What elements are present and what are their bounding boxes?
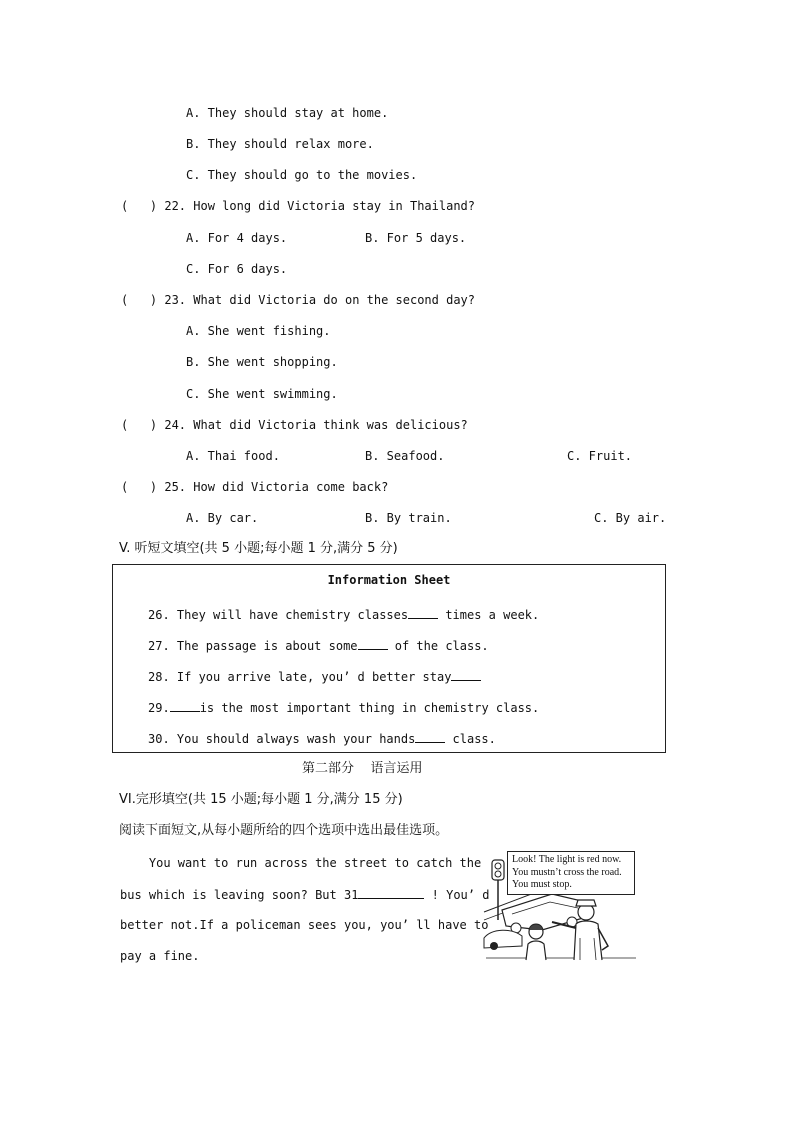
bubble-line-1: Look! The light is red now.	[512, 854, 622, 865]
q23-option-a: A. She went fishing.	[186, 324, 331, 338]
section6-instruction: 阅读下面短文,从每小题所给的四个选项中选出最佳选项。	[119, 823, 449, 838]
answer-blank[interactable]	[358, 637, 388, 650]
q23-stem: ( ) 23. What did Victoria do on the second day?	[121, 293, 476, 307]
bubble-line-2: You mustn’t cross the road.	[512, 866, 622, 878]
passage-line-1: You want to run across the street to catch the	[120, 856, 482, 870]
bubble-line-3: You must stop.	[512, 879, 572, 890]
passage-text: ! You’ d	[424, 888, 490, 902]
answer-blank[interactable]	[170, 699, 200, 712]
q25-option-c: C. By air.	[594, 511, 667, 525]
item-text: class.	[445, 732, 496, 746]
item-text: 30. You should always wash your hands	[148, 732, 416, 746]
item-text: of the class.	[387, 639, 489, 653]
q25-option-a: A. By car.	[186, 511, 259, 525]
q24-option-a: A. Thai food.	[186, 449, 280, 463]
q25-option-b: B. By train.	[365, 511, 452, 525]
section6-heading: VI.完形填空(共 15 小题;每小题 1 分,满分 15 分)	[119, 792, 403, 807]
item-text: 29.	[148, 701, 170, 715]
sheet-item-28	[148, 668, 481, 685]
sheet-item-26	[148, 606, 539, 623]
q25-stem: ( ) 25. How did Victoria come back?	[121, 480, 389, 494]
item-text: is the most important thing in chemistry class.	[199, 701, 540, 715]
q24-option-b: B. Seafood.	[365, 449, 445, 463]
q22-option-c: C. For 6 days.	[186, 262, 288, 276]
information-sheet	[112, 564, 666, 753]
speech-bubble	[507, 851, 635, 895]
q21-option-a: A. They should stay at home.	[186, 106, 389, 120]
q24-stem: ( ) 24. What did Victoria think was delicious?	[121, 418, 468, 432]
answer-blank[interactable]	[408, 606, 438, 619]
sheet-title: Information Sheet	[327, 573, 451, 587]
answer-blank-31[interactable]	[358, 886, 424, 899]
q23-option-b: B. She went shopping.	[186, 355, 338, 369]
passage-text: bus which is leaving soon? But 31	[120, 888, 359, 902]
sheet-item-29	[148, 699, 539, 716]
q22-option-b: B. For 5 days.	[365, 231, 467, 245]
q22-stem: ( ) 22. How long did Victoria stay in Thailand?	[121, 199, 476, 213]
sheet-item-30	[148, 730, 496, 747]
section5-heading: V. 听短文填空(共 5 小题;每小题 1 分,满分 5 分)	[119, 541, 398, 556]
passage-line-3: better not.If a policeman sees you, you’ ll have to	[120, 918, 489, 932]
passage-line-4: pay a fine.	[120, 949, 200, 963]
q21-option-c: C. They should go to the movies.	[186, 168, 418, 182]
answer-blank[interactable]	[451, 668, 481, 681]
sheet-item-27	[148, 637, 489, 654]
part2-title: 第二部分 语言运用	[302, 761, 423, 776]
item-text: times a week.	[438, 608, 540, 622]
q23-option-c: C. She went swimming.	[186, 387, 338, 401]
item-text: 28. If you arrive late, you’ d better stay	[148, 670, 452, 684]
q24-option-c: C. Fruit.	[567, 449, 633, 463]
answer-blank[interactable]	[415, 730, 445, 743]
item-text: 27. The passage is about some	[148, 639, 358, 653]
item-text: 26. They will have chemistry classes	[148, 608, 409, 622]
q21-option-b: B. They should relax more.	[186, 137, 374, 151]
q22-option-a: A. For 4 days.	[186, 231, 288, 245]
passage-line-2	[120, 886, 489, 903]
